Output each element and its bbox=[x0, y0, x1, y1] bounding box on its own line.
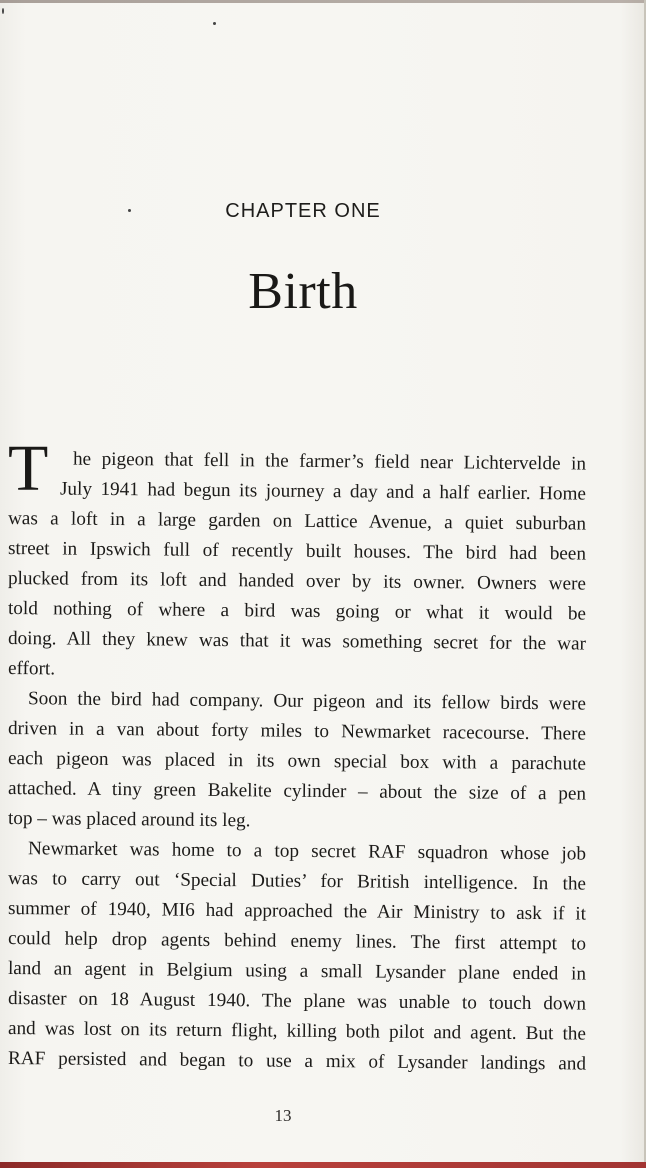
text-line: driven in a van about forty miles to Newmarket racecourse. There bbox=[7, 718, 587, 745]
text-line: effort. bbox=[7, 658, 56, 680]
text-line: told nothing of where a bird was going or what it would be bbox=[7, 598, 587, 625]
text-line: July 1941 had begun its journey a day and a half earlier. Home bbox=[59, 478, 587, 505]
text-line: Soon the bird had company. Our pigeon and its fellow birds were bbox=[27, 688, 587, 715]
drop-cap: T bbox=[8, 432, 49, 505]
text-line: attached. A tiny green Bakelite cylinder – about the size of a pen bbox=[7, 778, 587, 805]
text-line: summer of 1940, MI6 had approached the Air Ministry to ask if it bbox=[7, 898, 587, 925]
page-top-edge bbox=[0, 0, 646, 3]
body-text bbox=[8, 444, 586, 1074]
text-line: RAF persisted and began to use a mix of Lysander landings and bbox=[7, 1048, 587, 1075]
text-line: street in Ipswich full of recently built houses. The bird had been bbox=[7, 538, 587, 565]
text-line: was a loft in a large garden on Lattice Avenue, a quiet suburban bbox=[7, 508, 587, 535]
text-line: land an agent in Belgium using a small Lysander plane ended in bbox=[7, 958, 587, 985]
text-line: he pigeon that fell in the farmer’s field near Lichtervelde in bbox=[72, 448, 587, 475]
text-line: and was lost on its return flight, killing both pilot and agent. But the bbox=[7, 1018, 587, 1045]
chapter-label: CHAPTER ONE bbox=[225, 200, 381, 222]
text-line: was to carry out ‘Special Duties’ for British intelligence. In the bbox=[7, 868, 587, 895]
text-line: could help drop agents behind enemy lines. The first attempt to bbox=[7, 928, 587, 955]
text-line: disaster on 18 August 1940. The plane was unable to touch down bbox=[7, 988, 587, 1015]
print-speck bbox=[2, 8, 4, 14]
text-line: top – was placed around its leg. bbox=[7, 808, 251, 832]
print-speck bbox=[213, 22, 216, 25]
text-line: doing. All they knew was that it was something secret for the war bbox=[7, 628, 587, 655]
text-line: plucked from its loft and handed over by its owner. Owners were bbox=[7, 568, 587, 595]
page-number: 13 bbox=[274, 1106, 292, 1125]
text-line: Newmarket was home to a top secret RAF squadron whose job bbox=[27, 838, 587, 865]
text-line: each pigeon was placed in its own special box with a parachute bbox=[7, 748, 587, 775]
book-cover-edge bbox=[0, 1162, 646, 1168]
chapter-title: Birth bbox=[248, 263, 358, 320]
